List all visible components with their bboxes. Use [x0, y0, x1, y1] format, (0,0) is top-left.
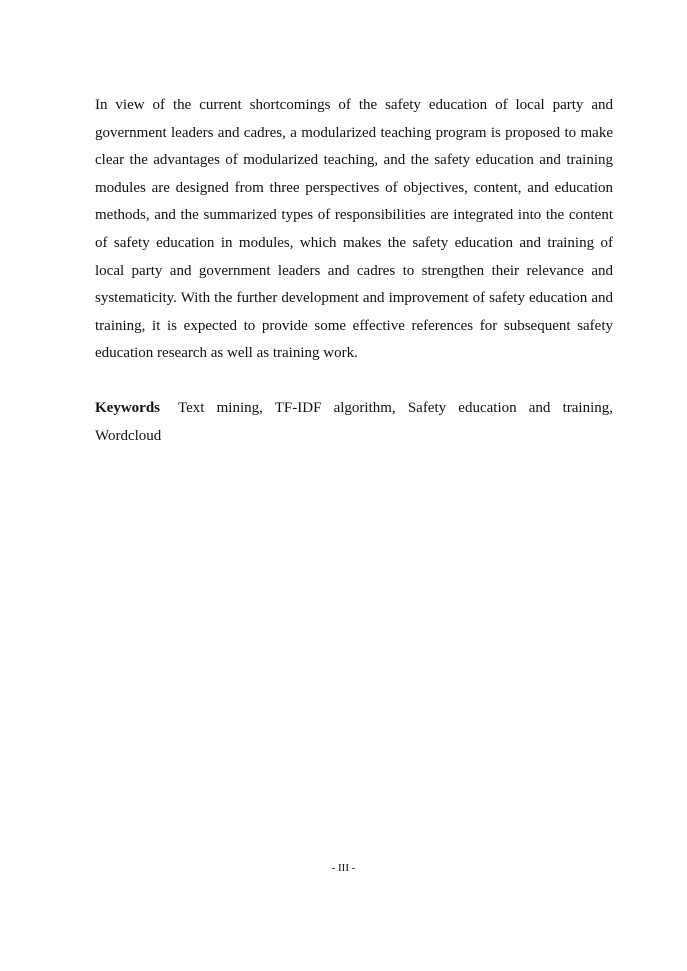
keywords-line	[95, 395, 613, 450]
page-number: - III -	[331, 862, 356, 874]
abstract-paragraph: In view of the current shortcomings of the safety education of local party and government leaders and cadres, a modularized teaching program is proposed to make clear the advantages of modularized teaching, and the safety education and training modules are designed from three perspectives of objectives, content, and education methods, and the summarized types of responsibilities are integrated into the content of safety education in modules, which makes the safety education and training of local party and government leaders and cadres to strengthen their relevance and systematicity. With the further development and improvement of safety education and training, it is expected to provide some effective references for subsequent safety education research as well as training work.	[95, 97, 613, 362]
keywords-text: Text mining, TF-IDF algorithm, Safety education and training, Wordcloud	[95, 400, 613, 444]
keywords-label: Keywords	[95, 400, 160, 416]
